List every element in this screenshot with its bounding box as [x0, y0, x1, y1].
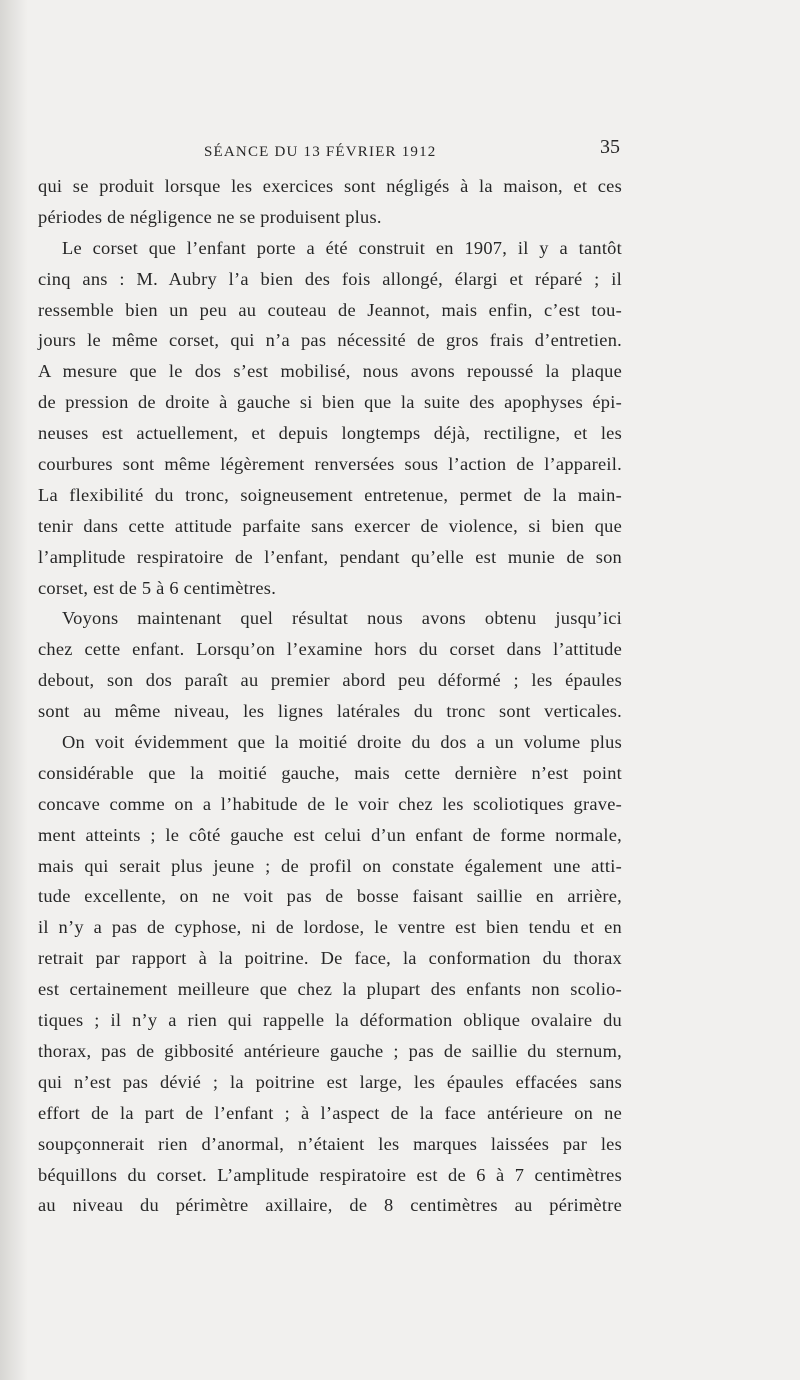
text-line: corset, est de 5 à 6 centimètres. — [38, 577, 277, 598]
text-line: On voit évidemment que la moitié droite du dos a un volume plus — [62, 732, 622, 753]
text-line: soupçonnerait rien d’anormal, n’étaient les marques laissées par les — [38, 1133, 622, 1154]
text-line: qui se produit lorsque les exercices sont négligés à la maison, et ces — [38, 176, 622, 196]
text-line: tiques ; il n’y a rien qui rappelle la déformation oblique ovalaire du — [38, 1010, 622, 1031]
text-line: sont au même niveau, les lignes latérales du tronc sont verticales. — [38, 701, 622, 722]
text-line: mais qui serait plus jeune ; de profil on constate également une atti- — [38, 855, 622, 876]
running-head: SÉANCE DU 13 FÉVRIER 1912 — [204, 144, 437, 160]
text-line: courbures sont même légèrement renversées sous l’action de l’appareil. — [38, 454, 622, 475]
text-line: chez cette enfant. Lorsqu’on l’examine hors du corset dans l’attitude — [38, 639, 622, 660]
text-line: neuses est actuellement, et depuis longtemps déjà, rectiligne, et les — [38, 423, 622, 444]
text-line: considérable que la moitié gauche, mais cette dernière n’est point — [38, 762, 622, 783]
page-header — [0, 136, 800, 164]
text-line: effort de la part de l’enfant ; à l’aspect de la face antérieure on ne — [38, 1102, 622, 1123]
body-text — [38, 171, 622, 1221]
text-line: Le corset que l’enfant porte a été construit en 1907, il y a tantôt — [62, 237, 622, 258]
text-line: cinq ans : M. Aubry l’a bien des fois allongé, élargi et réparé ; il — [38, 268, 622, 289]
text-line: périodes de négligence ne se produisent plus. — [38, 206, 382, 227]
text-line: tenir dans cette attitude parfaite sans exercer de violence, si bien que — [38, 515, 622, 536]
text-line: au niveau du périmètre axillaire, de 8 centimètres au périmètre — [38, 1195, 622, 1216]
text-line: tude excellente, on ne voit pas de bosse faisant saillie en arrière, — [38, 886, 622, 907]
text-line: de pression de droite à gauche si bien que la suite des apophyses épi- — [38, 392, 622, 413]
text-line: retrait par rapport à la poitrine. De face, la conformation du thorax — [38, 948, 622, 969]
text-line: ressemble bien un peu au couteau de Jeannot, mais enfin, c’est tou- — [38, 299, 622, 320]
text-line: concave comme on a l’habitude de le voir chez les scoliotiques grave- — [38, 793, 622, 814]
text-line: Voyons maintenant quel résultat nous avons obtenu jusqu’ici — [62, 608, 622, 629]
page-edge-shadow — [0, 0, 28, 1380]
text-line: jours le même corset, qui n’a pas nécessité de gros frais d’entretien. — [38, 330, 622, 351]
text-line: béquillons du corset. L’amplitude respiratoire est de 6 à 7 centimètres — [38, 1164, 622, 1185]
text-line: A mesure que le dos s’est mobilisé, nous avons repoussé la plaque — [38, 361, 622, 382]
text-line: thorax, pas de gibbosité antérieure gauche ; pas de saillie du sternum, — [38, 1040, 622, 1061]
text-line: est certainement meilleure que chez la plupart des enfants non scolio- — [38, 979, 622, 1000]
text-line: debout, son dos paraît au premier abord peu déformé ; les épaules — [38, 670, 622, 691]
text-line: La flexibilité du tronc, soigneusement entretenue, permet de la main- — [38, 484, 622, 505]
text-line: l’amplitude respiratoire de l’enfant, pendant qu’elle est munie de son — [38, 546, 622, 567]
text-line: qui n’est pas dévié ; la poitrine est large, les épaules effacées sans — [38, 1071, 622, 1092]
page-number: 35 — [600, 136, 620, 158]
text-line: il n’y a pas de cyphose, ni de lordose, le ventre est bien tendu et en — [38, 917, 622, 938]
text-line: ment atteints ; le côté gauche est celui d’un enfant de forme normale, — [38, 824, 622, 845]
